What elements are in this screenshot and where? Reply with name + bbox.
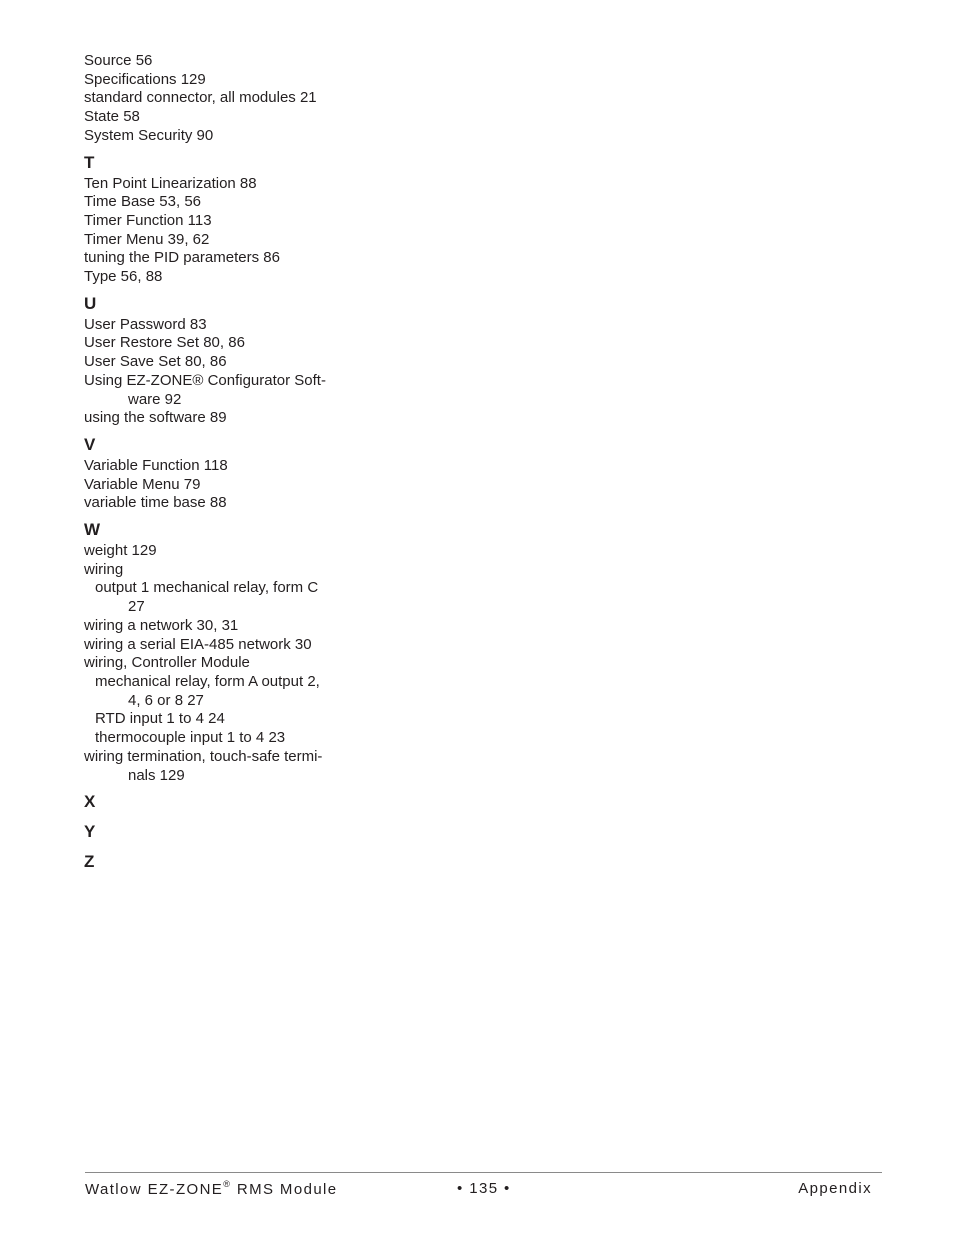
index-entry: System Security 90 (84, 126, 214, 144)
index-letter-heading: Y (84, 822, 96, 842)
index-entry: Variable Menu 79 (84, 475, 201, 493)
index-entry-continuation: ware 92 (128, 390, 182, 408)
index-entry: Ten Point Linearization 88 (84, 174, 257, 192)
index-entry: State 58 (84, 108, 140, 126)
index-entry: Time Base 53, 56 (84, 193, 202, 211)
index-entry: wiring termination, touch-safe termi- (84, 747, 323, 765)
index-letter-heading: T (84, 152, 95, 172)
index-entry: variable time base 88 (84, 494, 227, 512)
index-subentry: thermocouple input 1 to 4 23 (95, 729, 286, 747)
index-entry: Source 56 (84, 52, 153, 69)
index-entry: standard connector, all modules 21 (84, 89, 317, 107)
index-entry: User Save Set 80, 86 (84, 353, 227, 371)
index-letter-heading: X (84, 792, 96, 812)
index-entry: Variable Function 118 (84, 456, 228, 474)
index-entry: wiring (84, 560, 124, 578)
index-letter-heading: Z (84, 852, 95, 872)
index-entry: User Password 83 (84, 315, 207, 333)
footer-title-suffix: RMS Module (231, 1181, 338, 1198)
index-entry-continuation: 4, 6 or 8 27 (128, 691, 204, 709)
footer-page-number: • 135 • (457, 1180, 511, 1197)
index-entry: Specifications 129 (84, 70, 206, 88)
index-entry: Type 56, 88 (84, 268, 163, 286)
footer-title-prefix: Watlow EZ-ZONE (85, 1181, 224, 1198)
index-entry: Timer Function 113 (84, 211, 212, 229)
index-letter-heading: U (84, 293, 97, 313)
index-entry: Using EZ-ZONE® Configurator Soft- (84, 371, 326, 389)
index-entry: tuning the PID parameters 86 (84, 249, 280, 267)
index-letter-heading: V (84, 434, 96, 454)
index-entry: Timer Menu 39, 62 (84, 230, 210, 248)
registered-mark: ® (223, 1179, 232, 1189)
index-entry: using the software 89 (84, 409, 227, 427)
footer-document-title (85, 1180, 338, 1198)
index-entry: wiring a serial EIA-485 network 30 (84, 635, 312, 653)
index-subentry: mechanical relay, form A output 2, (95, 672, 320, 690)
index-letter-heading: W (84, 520, 101, 540)
index-subentry: RTD input 1 to 4 24 (95, 710, 225, 728)
index-subentry: output 1 mechanical relay, form C (95, 579, 319, 597)
index-entry: weight 129 (84, 542, 157, 560)
index-entry-continuation: 27 (128, 598, 145, 616)
index-entry: wiring, Controller Module (84, 654, 250, 672)
footer-rule (85, 1172, 882, 1173)
index-entry: User Restore Set 80, 86 (84, 334, 245, 352)
index-entry-continuation: nals 129 (128, 766, 185, 784)
footer-section-name: Appendix (798, 1180, 872, 1197)
index-column (84, 52, 344, 872)
index-entry: wiring a network 30, 31 (84, 616, 239, 634)
